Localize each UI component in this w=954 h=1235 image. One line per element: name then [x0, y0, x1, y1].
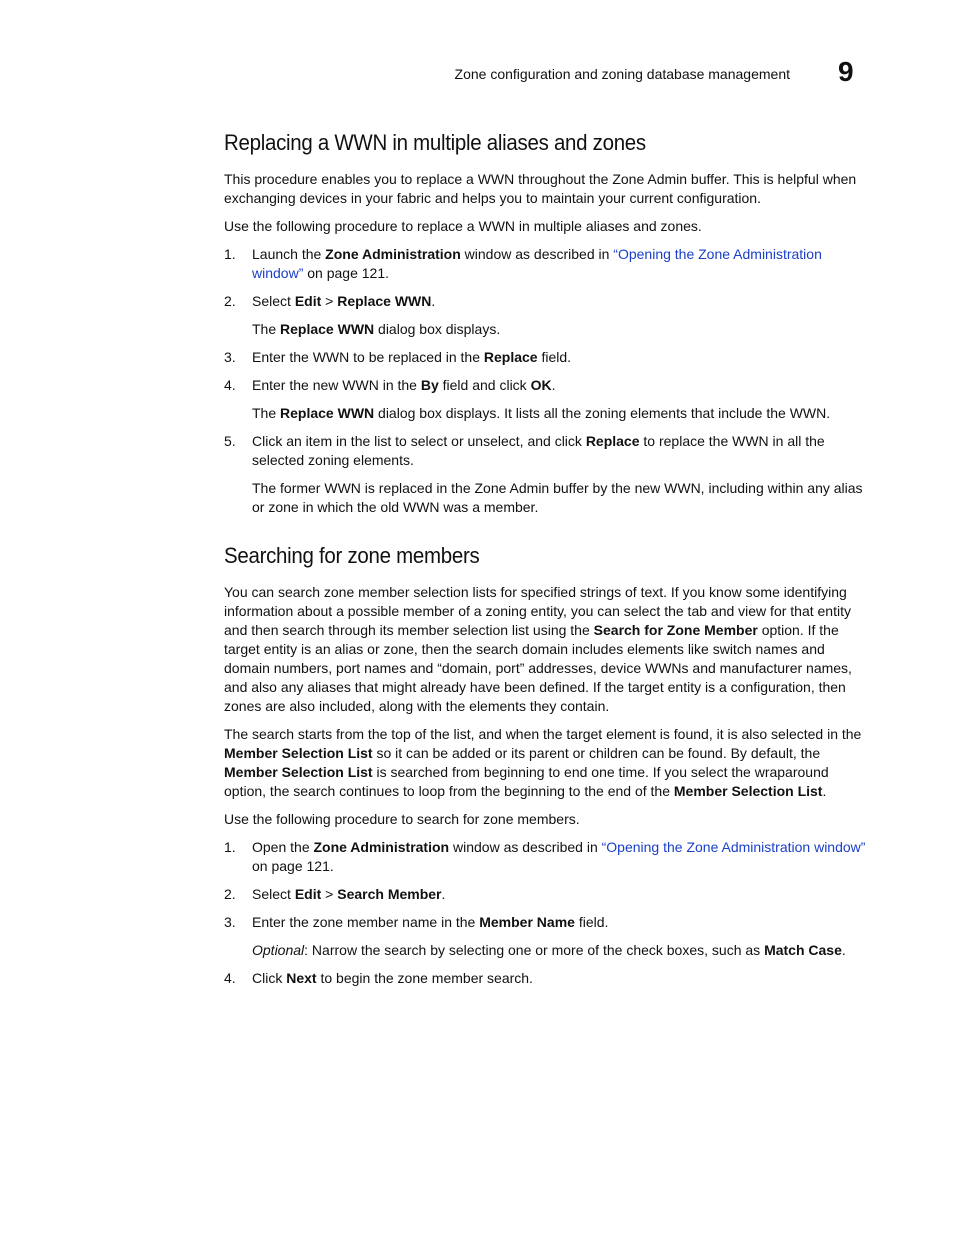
chapter-number: 9 — [838, 56, 854, 87]
step-number: 3. — [224, 914, 236, 930]
step-item: 2. Select Edit > Replace WWN. — [224, 293, 436, 309]
page-header — [0, 56, 954, 96]
paragraph: Use the following procedure to replace a WWN in multiple aliases and zones. — [224, 218, 702, 234]
cross-reference-link[interactable]: “Opening the Zone Administration window” — [601, 839, 866, 855]
step-number: 4. — [224, 377, 236, 393]
step-note: The former WWN is replaced in the Zone Admin buffer by the new WWN, including within any alias or zone in which the old WWN was a member. — [252, 480, 863, 515]
step-number: 4. — [224, 970, 236, 986]
step-note: The Replace WWN dialog box displays. — [252, 321, 501, 337]
step-number: 2. — [224, 293, 236, 309]
step-number: 2. — [224, 886, 236, 902]
step-item: 3. Enter the WWN to be replaced in the Replace field. — [224, 349, 572, 365]
page-content — [224, 130, 874, 997]
paragraph: Use the following procedure to search for zone members. — [224, 811, 580, 827]
step-number: 1. — [224, 246, 236, 262]
step-note: The Replace WWN dialog box displays. It lists all the zoning elements that include the WWN. — [252, 405, 831, 421]
step-item: 1. Open the Zone Administration window as described in “Opening the Zone Administration window” on page 121. — [224, 839, 866, 874]
section-heading-search-members: Searching for zone members — [224, 543, 480, 568]
step-item: 3. Enter the zone member name in the Member Name field. — [224, 914, 609, 930]
paragraph: You can search zone member selection lists for specified strings of text. If you know some identifying information about a possible member of a zoning entity, you can select the tab and view for that entity and then search through its member selection list using the Search for Zone Member option. If the target entity is an alias or zone, then the search domain includes elements like switch names and domain numbers, port names and “domain, port” addresses, device WWNs and manufacturer names, and also any aliases that might already have been defined. If the target entity is a configuration, then zones are also included, along with the elements they contain. — [224, 584, 852, 714]
step-number: 1. — [224, 839, 236, 855]
step-item: 1. Launch the Zone Administration window as described in “Opening the Zone Administration window” on page 121. — [224, 246, 822, 281]
step-note: Optional: Narrow the search by selecting one or more of the check boxes, such as Match Case. — [252, 942, 846, 958]
paragraph: The search starts from the top of the list, and when the target element is found, it is also selected in the Member Selection List so it can be added or its parent or children can be found. By default, the Member Selection List is searched from beginning to end one time. If you select the wraparound option, the search continues to loop from the beginning to the end of the Member Selection List. — [224, 726, 862, 799]
step-number: 3. — [224, 349, 236, 365]
running-header: Zone configuration and zoning database management — [454, 66, 790, 82]
step-number: 5. — [224, 433, 236, 449]
paragraph: This procedure enables you to replace a WWN throughout the Zone Admin buffer. This is helpful when exchanging devices in your fabric and helps you to maintain your current configuration. — [224, 171, 857, 206]
section-search-members — [224, 543, 874, 988]
step-item: 4. Click Next to begin the zone member search. — [224, 970, 533, 986]
step-item: 2. Select Edit > Search Member. — [224, 886, 446, 902]
step-item: 5. Click an item in the list to select or unselect, and click Replace to replace the WWN in all the selected zoning elements. — [224, 433, 825, 468]
section-heading-replace-wwn: Replacing a WWN in multiple aliases and zones — [224, 130, 646, 155]
cross-reference-link[interactable]: “Opening the Zone Administration window” — [252, 246, 822, 281]
step-item: 4. Enter the new WWN in the By field and click OK. — [224, 377, 556, 393]
